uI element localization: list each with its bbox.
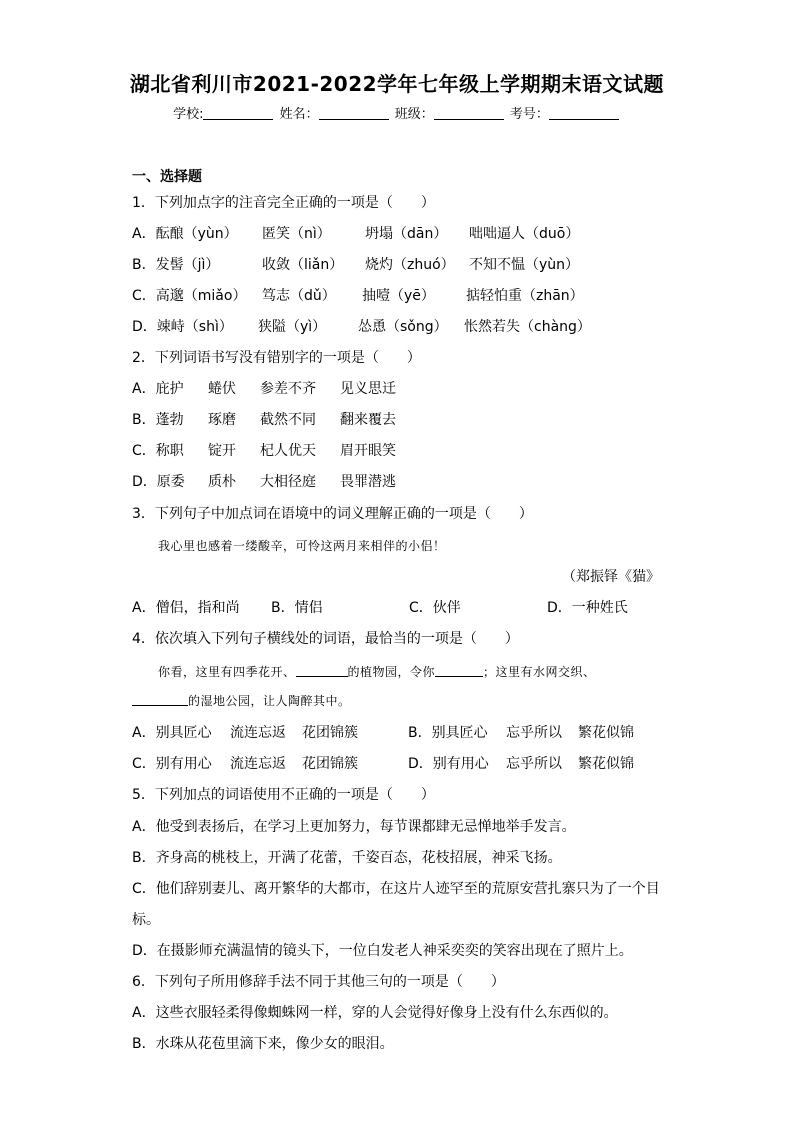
question-4-option-row-2 <box>132 753 634 773</box>
option-part: 眉开眼笑 <box>340 443 396 459</box>
question-5-option-d[interactable]: D．在摄影师充满温情的镜头下，一位白发老人神采奕奕的笑容出现在了照片上。 <box>132 943 633 959</box>
option-part: 繁花似锦 <box>578 756 634 772</box>
option-part: 繁花似锦 <box>578 725 634 741</box>
question-3-source: （郑振铎《猫》 <box>562 569 660 585</box>
question-2-option-d[interactable] <box>132 471 396 491</box>
option-part: 大相径庭 <box>260 474 316 490</box>
option-part: 畏罪潜逃 <box>340 474 396 490</box>
name-blank[interactable] <box>319 107 389 120</box>
option-part: 咄咄逼人（duō） <box>469 226 580 242</box>
question-3-stem: 3．下列句子中加点词在语境中的词义理解正确的一项是（ ） <box>132 506 533 522</box>
question-4-quote-line-1 <box>158 663 596 680</box>
option-part: 狭隘（yì） <box>258 319 327 335</box>
question-2-stem: 2．下列词语书写没有错别字的一项是（ ） <box>132 350 421 366</box>
option-part: 匿笑（nì） <box>262 226 331 242</box>
option-part: 收敛（liǎn） <box>262 257 344 273</box>
school-label: 学校: <box>173 107 204 122</box>
question-3-option-d[interactable]: D．一种姓氏 <box>547 600 628 616</box>
option-part: B．蓬勃 <box>132 412 184 428</box>
option-part: A．别具匠心 <box>132 725 212 741</box>
question-6-option-b[interactable]: B．水珠从花苞里滴下来，像少女的眼泪。 <box>132 1036 394 1052</box>
option-part: 掂轻怕重（zhān） <box>466 288 584 304</box>
exam-no-blank[interactable] <box>549 107 619 120</box>
option-part: C．称职 <box>132 443 184 459</box>
question-1-option-a[interactable] <box>132 223 579 243</box>
question-1-option-b[interactable] <box>132 254 579 274</box>
option-part: 坍塌（dān） <box>365 226 448 242</box>
question-5-option-a[interactable]: A．他受到表扬后，在学习上更加努力，每节课都肆无忌惮地举手发言。 <box>132 819 576 835</box>
option-part: 流连忘返 <box>230 725 286 741</box>
question-1-stem: 1．下列加点字的注音完全正确的一项是（ ） <box>132 195 435 211</box>
question-4-option-c[interactable] <box>132 753 408 773</box>
question-1-option-d[interactable] <box>132 316 591 336</box>
option-part: C．高邈（miǎo） <box>132 288 247 304</box>
question-3-options <box>132 597 628 617</box>
name-label: 姓名： <box>279 107 319 122</box>
exam-title: 湖北省利川市2021-2022学年七年级上学期期末语文试题 <box>129 72 665 96</box>
quote-text: 的植物园，令你 <box>347 665 436 679</box>
option-part: 见义思迁 <box>340 381 396 397</box>
class-label: 班级： <box>394 107 434 122</box>
question-2-option-c[interactable] <box>132 440 396 460</box>
option-part: B．别具匠心 <box>408 725 488 741</box>
fill-blank-3[interactable] <box>132 694 188 706</box>
option-part: B．发髻（jì） <box>132 257 220 273</box>
class-blank[interactable] <box>434 107 504 120</box>
option-part: 琢磨 <box>208 412 236 428</box>
option-part: 参差不齐 <box>260 381 316 397</box>
option-part: 蜷伏 <box>208 381 236 397</box>
student-info-row <box>0 103 794 122</box>
question-5-option-c-cont: 标。 <box>132 912 160 928</box>
question-5-stem: 5．下列加点的词语使用不正确的一项是（ ） <box>132 787 435 803</box>
question-6-option-a[interactable]: A．这些衣服轻柔得像蜘蛛网一样，穿的人会觉得好像身上没有什么东西似的。 <box>132 1005 618 1021</box>
question-4-option-row-1 <box>132 722 634 742</box>
quote-text: 你看，这里有四季花开、 <box>158 665 296 679</box>
question-4-stem: 4．依次填入下列句子横线处的词语，最恰当的一项是（ ） <box>132 631 519 647</box>
question-2-option-b[interactable] <box>132 409 396 429</box>
question-3-option-b[interactable]: B．情侣 <box>271 600 323 616</box>
question-5-option-c[interactable]: C．他们辞别妻儿、离开繁华的大都市，在这片人迹罕至的荒原安营扎寨只为了一个目 <box>132 881 660 897</box>
school-blank[interactable] <box>203 107 273 120</box>
question-1-option-c[interactable] <box>132 285 584 305</box>
option-part: 忘乎所以 <box>506 756 562 772</box>
section-title: 一、选择题 <box>132 169 202 185</box>
question-3-option-c[interactable]: C．伙伴 <box>409 600 461 616</box>
option-part: 不知不愠（yùn） <box>469 257 580 273</box>
option-part: D．原委 <box>132 474 185 490</box>
option-part: D．别有用心 <box>408 756 489 772</box>
option-part: A．庇护 <box>132 381 184 397</box>
option-part: 烧灼（zhuó） <box>365 257 455 273</box>
option-part: 翻来覆去 <box>340 412 396 428</box>
fill-blank-1[interactable] <box>296 665 348 677</box>
option-part: 忘乎所以 <box>506 725 562 741</box>
option-part: 花团锦簇 <box>302 756 358 772</box>
question-6-stem: 6．下列句子所用修辞手法不同于其他三句的一项是（ ） <box>132 974 505 990</box>
question-4-option-d[interactable] <box>408 753 634 773</box>
option-part: 质朴 <box>208 474 236 490</box>
option-part: 杞人优天 <box>260 443 316 459</box>
option-part: 怂恿（sǒng） <box>358 319 448 335</box>
question-4-option-a[interactable] <box>132 722 408 742</box>
option-part: 花团锦簇 <box>302 725 358 741</box>
option-part: 流连忘返 <box>230 756 286 772</box>
option-part: 怅然若失（chàng） <box>464 319 591 335</box>
option-part: C．别有用心 <box>132 756 212 772</box>
option-part: D．竦峙（shì） <box>132 319 233 335</box>
quote-text: ；这里有水网交织、 <box>483 665 596 679</box>
option-part: 截然不同 <box>260 412 316 428</box>
exam-no-label: 考号： <box>509 107 549 122</box>
question-4-quote-line-2 <box>132 692 351 709</box>
question-4-option-b[interactable] <box>408 722 634 742</box>
question-3-quote: 我心里也感着一缕酸辛，可怜这两月来相伴的小侣！ <box>158 539 446 553</box>
quote-text: 的湿地公园，让人陶醉其中。 <box>188 694 351 708</box>
question-5-option-b[interactable]: B．齐身高的桃枝上，开满了花蕾，千姿百态，花枝招展，神采飞扬。 <box>132 850 562 866</box>
fill-blank-2[interactable] <box>435 665 483 677</box>
option-part: A．酝酿（yùn） <box>132 226 238 242</box>
question-2-option-a[interactable] <box>132 378 396 398</box>
question-3-option-a[interactable]: A．僧侣，指和尚 <box>132 600 240 616</box>
option-part: 抽噎（yē） <box>362 288 435 304</box>
option-part: 笃志（dǔ） <box>262 288 336 304</box>
option-part: 锭开 <box>208 443 236 459</box>
